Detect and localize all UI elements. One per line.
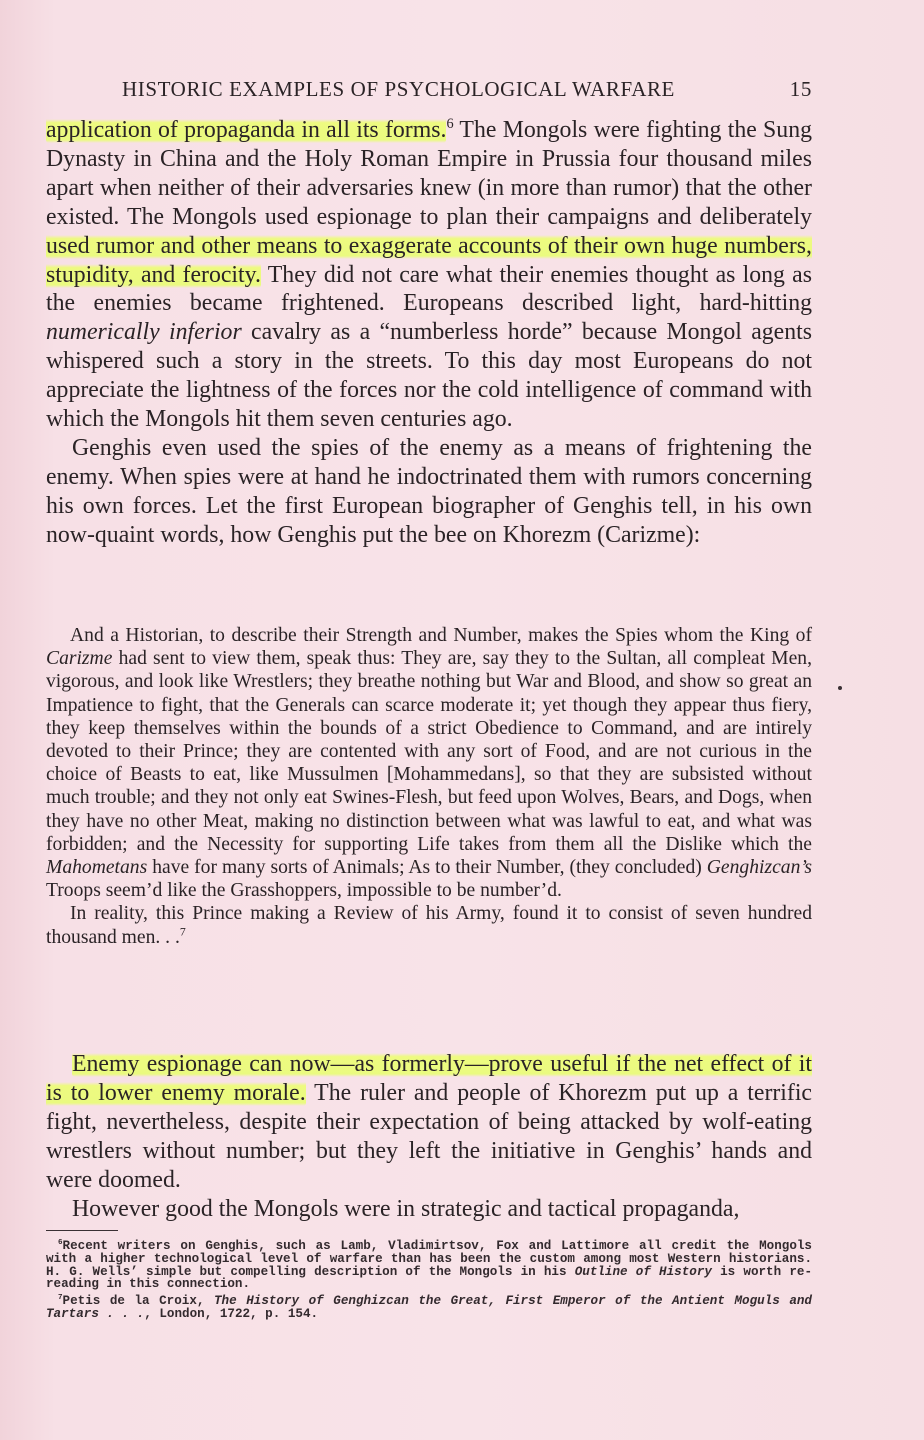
quote-emphasis-carizme: Carizme (46, 648, 113, 670)
footnote-7-mark: 7 (58, 1294, 63, 1302)
quote-paragraph-1 (46, 624, 812, 902)
footnote-6-text-b: is worth re-reading in this connection. (46, 1264, 813, 1292)
quote-emphasis-mahometans: Mahometans (46, 857, 148, 879)
paragraph-1-text-a: The Mongols were fighting the Sung Dynasty in China and the Holy Roman Empire in Prussia four thousand miles apart when neither of their adversaries knew (in more than rumor) that the other existed. The Mongols used espionage to plan their campaigns and deliberately (46, 117, 812, 230)
footnote-6 (46, 1240, 812, 1291)
footnote-rule (46, 1230, 118, 1231)
quote-text-a: And a Historian, to describe their Strength and Number, makes the Spies whom the King of (70, 625, 812, 646)
highlight-1: application of propaganda in all its forms. (46, 117, 447, 143)
running-header (122, 74, 812, 104)
emphasis-numerically-inferior: numerically inferior (46, 319, 242, 346)
paragraph-1 (46, 116, 812, 434)
page-number: 15 (789, 76, 812, 101)
paragraph-3-text: The ruler and people of Khorezm put up a terrific fight, nevertheless, despite their expectation of being attacked by wolf-eating wrestlers without number; but they left the initiative in Genghis’ hands and were doomed. (46, 1079, 812, 1193)
footnote-7-title: The History of Genghizcan the Great, First Emperor of the Antient Moguls and Tartars . . . (46, 1294, 812, 1321)
paragraph-4: However good the Mongols were in strategic and tactical propaganda, (72, 1195, 740, 1222)
quote-text-d: Troops seem’d like the Grasshoppers, impossible to be number’d. (46, 880, 562, 902)
footnote-6-mark: 6 (58, 1238, 63, 1247)
paragraph-2: Genghis even used the spies of the enemy as a means of frightening the enemy. When spies were at hand he indoctrinated them with rumors concerning his own forces. Let the first European biographer of Genghis tell, in his own now-quaint words, how Genghis put the bee on Khorezm (Carizme): (46, 434, 812, 548)
footnote-ref-6: 6 (446, 116, 454, 133)
body-text-bottom (46, 1050, 812, 1223)
footnote-ref-7: 7 (179, 925, 186, 939)
highlight-3: Enemy espionage can now—as formerly—prove useful if the net effect of it is to lower enemy morale. (46, 1051, 812, 1106)
footnote-6-text-a: Recent writers on Genghis, such as Lamb, Vladimirtsov, Fox and Lattimore all credit the Mongols with a higher technological level of warfare than has been the custom among most Western historians. H. G. Wells’ simple but compelling description of the Mongols in his (46, 1239, 812, 1279)
footnote-7-text-b: , London, 1722, p. 154. (144, 1306, 319, 1321)
running-title: HISTORIC EXAMPLES OF PSYCHOLOGICAL WARFARE (122, 76, 675, 101)
body-text-top (46, 116, 812, 550)
quote-emphasis-genghizcans: Genghizcan’s (706, 857, 812, 879)
paragraph-1-text-b: They did not care what their enemies thought as long as the enemies became frightened. Europeans described light, hard-hitting (46, 261, 813, 317)
footnote-7 (46, 1295, 812, 1321)
quote-text-b: had sent to view them, speak thus: They are, say they to the Sultan, all compleat Men, vigorous, and look like Wrestlers; they breathe nothing but War and Blood, and show so great an Impatience to fight, that the Generals can scarce moderate it; yet though they appear thus fiery, they keep themselves within the bounds of a strict Obedience to Command, and are intirely devoted to their Prince; they are contented with any sort of Food, and are not curious in the choice of Beasts to eat, like Mussulmen [Mohammedans], so that they are subsisted without much trouble; and they not only eat Swines-Flesh, but feed upon Wolves, Bears, and Dogs, when they have no other Meat, making no distinction between what was lawful to eat, and what was forbidden; and the Necessity for supporting Life takes from them all the Dislike which the (46, 648, 812, 855)
quote-paragraph-2 (46, 902, 812, 948)
margin-dot (838, 686, 842, 690)
paragraph-3 (46, 1050, 812, 1195)
footnote-6-title: Outline of History (574, 1264, 712, 1279)
paragraph-1-text-c: cavalry as a “numberless horde” because Mongol agents whispered such a story in the streets. To this day most Europeans do not appreciate the lightness of the forces nor the cold intelligence of command with which the Mongols hit them seven centuries ago. (46, 319, 812, 433)
highlight-2: used rumor and other means to exaggerate accounts of their own huge numbers, stupidity, and ferocity. (46, 232, 812, 288)
quote-text-c: have for many sorts of Animals; As to their Number, (they concluded) (147, 857, 707, 879)
block-quote (46, 624, 812, 949)
quote-text-e: In reality, this Prince making a Review of his Army, found it to consist of seven hundred thousand men. . . (46, 903, 812, 948)
footnote-7-text-a: Petis de la Croix, (62, 1294, 214, 1309)
footnotes (46, 1240, 812, 1325)
